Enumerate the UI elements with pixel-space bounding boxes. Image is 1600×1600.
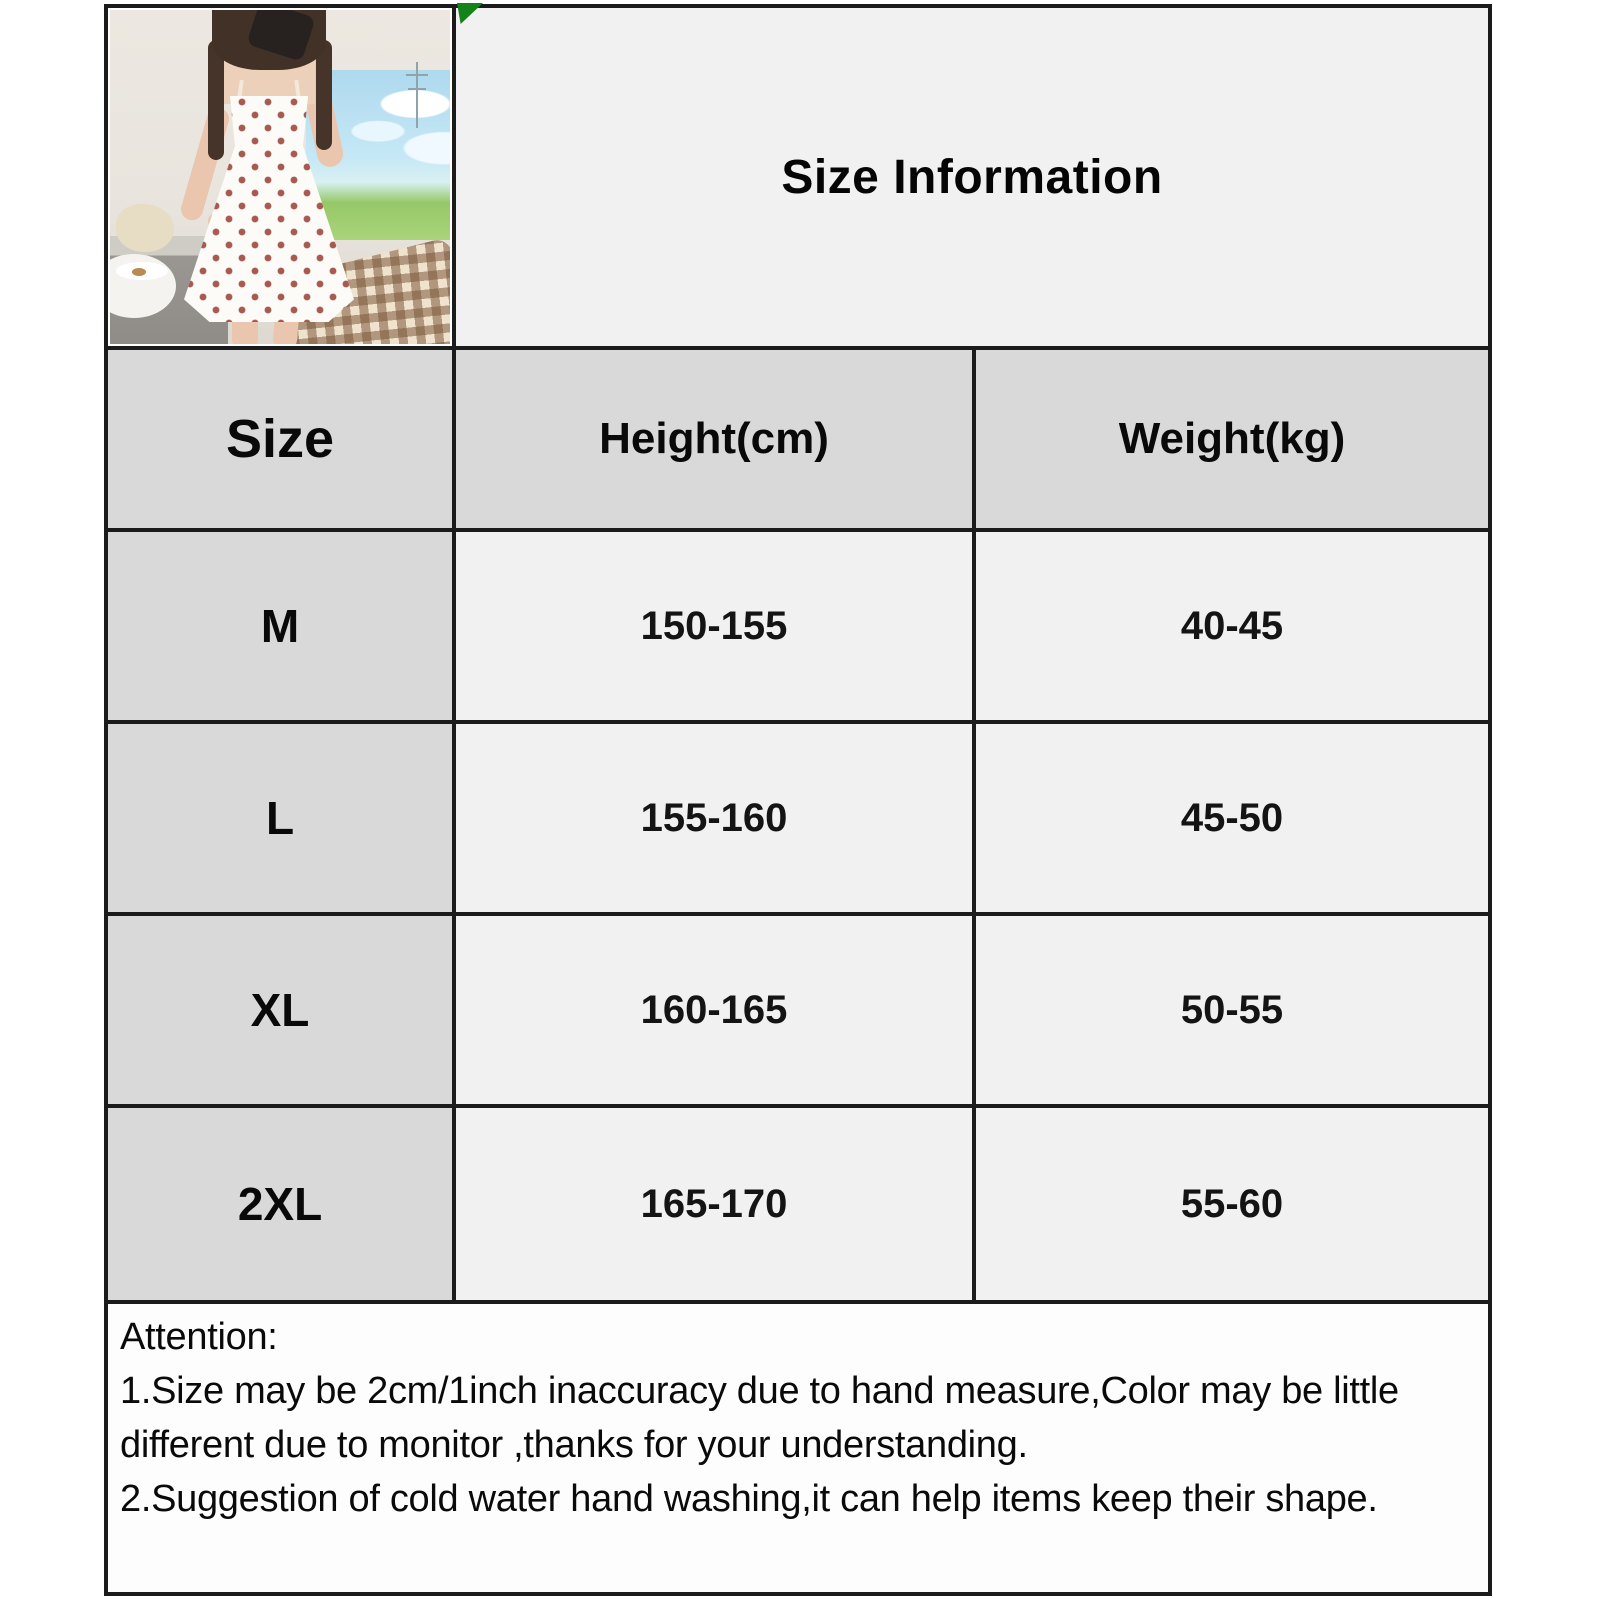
column-header-weight: Weight(kg) (976, 350, 1488, 528)
row-size-2xl: 2XL (108, 1108, 452, 1300)
pylon-arm-graphic (406, 74, 428, 76)
size-table (104, 4, 1492, 1596)
row-m-weight: 40-45 (976, 532, 1488, 720)
attention-note (108, 1304, 1488, 1592)
column-header-height: Height(cm) (456, 350, 972, 528)
attention-item-2: 2.Suggestion of cold water hand washing,it can help items keep their shape. (120, 1478, 1378, 1520)
row-size-xl: XL (108, 916, 452, 1104)
pylon-graphic (416, 62, 418, 128)
beige-cushion (116, 204, 174, 252)
product-photo (108, 8, 452, 346)
row-m-height: 150-155 (456, 532, 972, 720)
attention-item-1: 1.Size may be 2cm/1inch inaccuracy due to hand measure,Color may be little different due to monitor ,thanks for your understanding. (120, 1370, 1399, 1466)
row-xl-height: 160-165 (456, 916, 972, 1104)
row-size-l: L (108, 724, 452, 912)
attention-title: Attention: (120, 1316, 278, 1358)
row-2xl-height: 165-170 (456, 1108, 972, 1300)
row-2xl-weight: 55-60 (976, 1108, 1488, 1300)
row-xl-weight: 50-55 (976, 916, 1488, 1104)
page-title: Size Information (456, 8, 1488, 346)
column-header-size: Size (108, 350, 452, 528)
model (168, 10, 378, 344)
product-photo-illustration (110, 10, 450, 344)
food-on-plate (132, 268, 146, 276)
row-l-height: 155-160 (456, 724, 972, 912)
row-size-m: M (108, 532, 452, 720)
row-l-weight: 45-50 (976, 724, 1488, 912)
pylon-arm-graphic (408, 88, 426, 90)
